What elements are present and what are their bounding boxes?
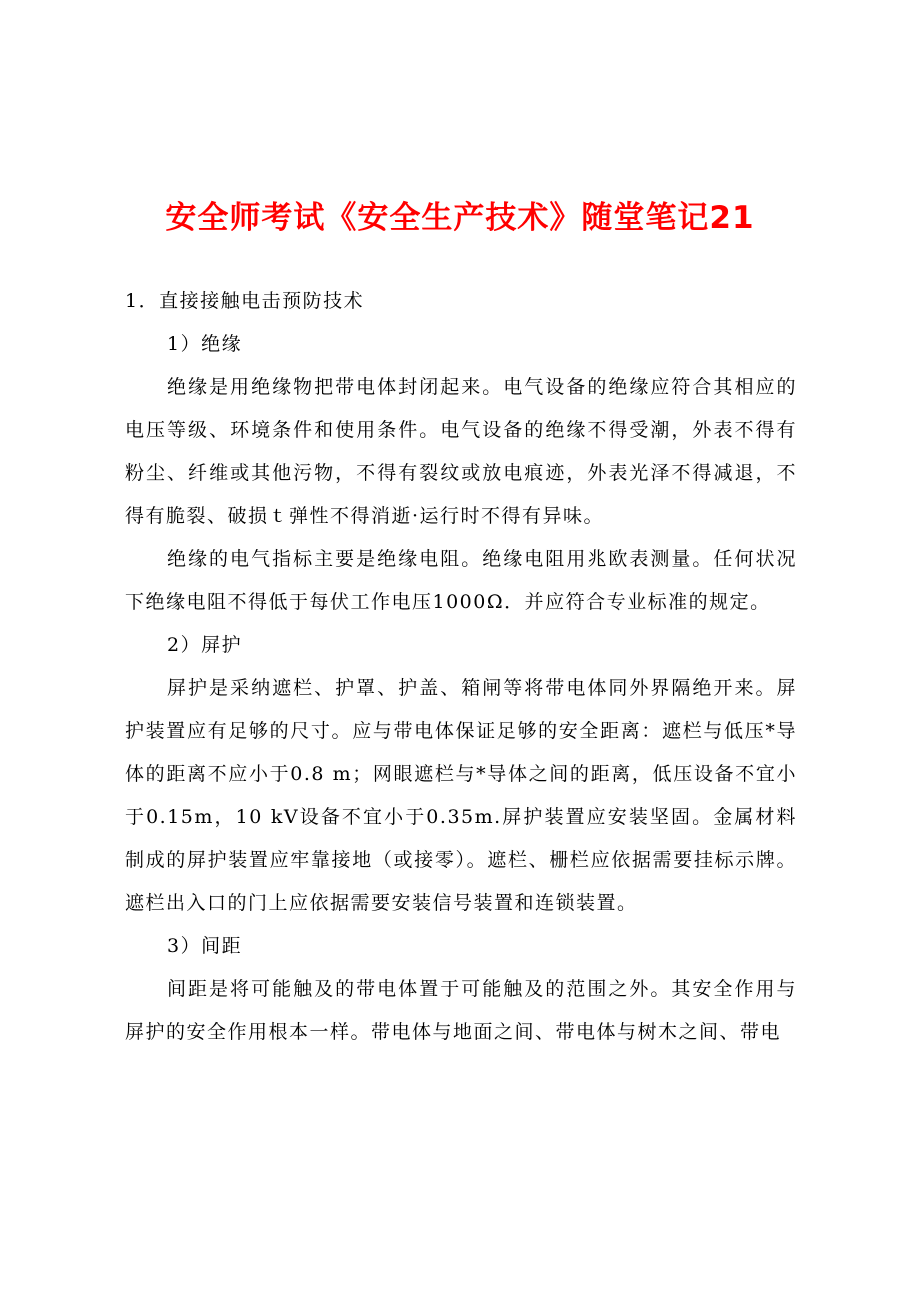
paragraph-shielding: 屏护是采纳遮栏、护罩、护盖、箱闸等将带电体同外界隔绝开来。屏护装置应有足够的尺寸。应与带电体保证足够的安全距离：遮栏与低压*导体的距离不应小于0.8 m；网眼遮栏与*导体之间的距离，低压设备不宜小于0.15m，10 kV设备不宜小于0.35m.屏护装置应安装坚固。金属材料制成的屏护装置应牢靠接地（或接零）。遮栏、栅栏应依据需要挂标示牌。遮栏出入口的门上应依据需要安装信号装置和连锁装置。 <box>125 677 797 914</box>
subsection-heading-shielding: 2）屏护 <box>167 634 243 656</box>
document-body <box>125 280 797 1054</box>
paragraph-insulation-resistance: 绝缘的电气指标主要是绝缘电阻。绝缘电阻用兆欧表测量。任何状况下绝缘电阻不得低于每伏工作电压1000Ω．并应符合专业标准的规定。 <box>125 548 797 613</box>
paragraph-insulation-definition: 绝缘是用绝缘物把带电体封闭起来。电气设备的绝缘应符合其相应的电压等级、环境条件和使用条件。电气设备的绝缘不得受潮，外表不得有粉尘、纤维或其他污物，不得有裂纹或放电痕迹，外表光泽不得减退，不得有脆裂、破损ｔ弹性不得消逝·运行时不得有异味。 <box>125 376 797 527</box>
subsection-heading-spacing: 3）间距 <box>167 935 243 957</box>
paragraph-spacing: 间距是将可能触及的带电体置于可能触及的范围之外。其安全作用与屏护的安全作用根本一样。带电体与地面之间、带电体与树木之间、带电 <box>125 978 797 1043</box>
section-heading-direct-contact: 1．直接接触电击预防技术 <box>125 290 365 312</box>
document-title: 安全师考试《安全生产技术》随堂笔记21 <box>165 200 755 236</box>
subsection-heading-insulation: 1）绝缘 <box>167 333 243 355</box>
